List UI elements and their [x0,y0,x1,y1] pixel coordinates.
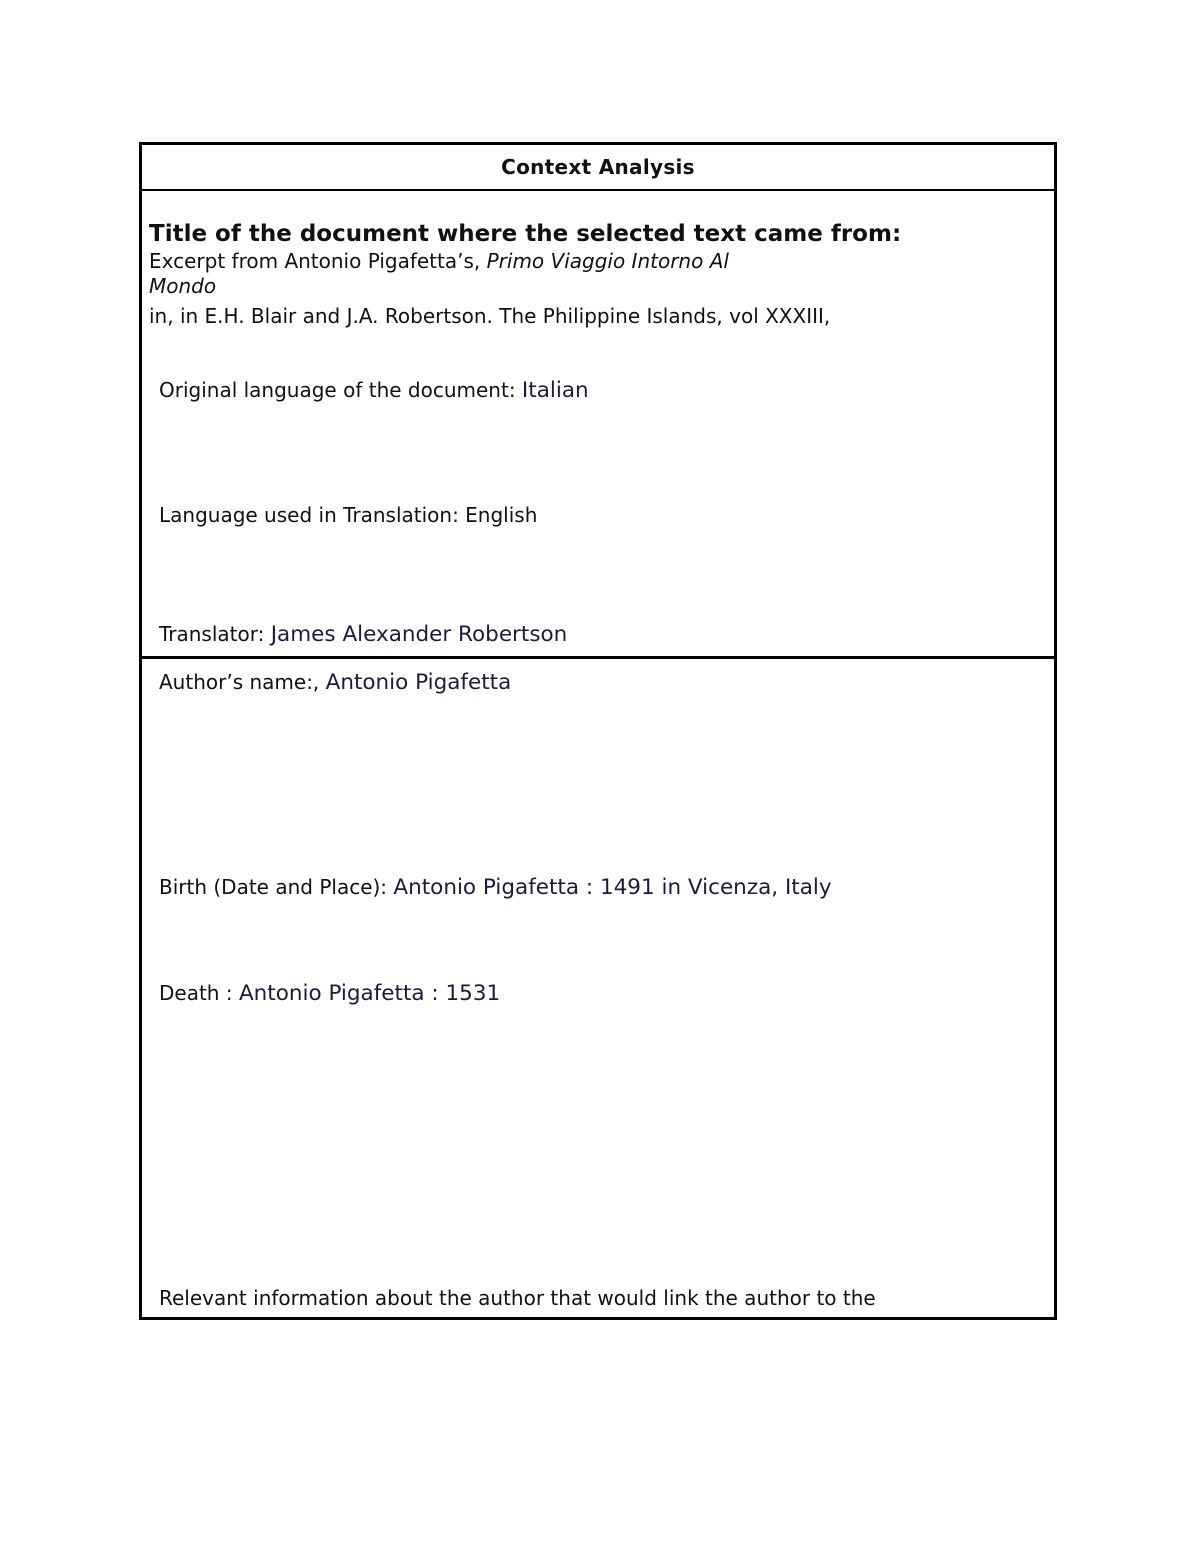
document-title-line-3: in, in E.H. Blair and J.A. Robertson. The Philippine Islands, vol XXXIII, [149,304,831,328]
birth-label: Birth (Date and Place): [159,875,394,899]
translation-language-value: English [465,503,538,527]
context-analysis-table [139,142,1057,1320]
original-language-label: Original language of the document: [159,378,522,402]
birth-value: Antonio Pigafetta : 1491 in Vicenza, Italy [393,875,832,900]
author-label: Author’s name:, [159,670,326,694]
document-title-italic: Primo Viaggio Intorno Al [486,249,729,273]
section-divider [142,656,1054,659]
translator-field [159,622,567,647]
document-title-label: Title of the document where the selected text came from: [149,221,902,247]
translator-label: Translator: [159,622,271,646]
death-value: Antonio Pigafetta : 1531 [238,981,501,1006]
document-title-prefix: Excerpt from Antonio Pigafetta’s, [149,249,487,273]
table-header-row [142,145,1054,191]
translation-language-field [159,503,537,527]
table-title: Context Analysis [501,155,695,179]
translation-language-label: Language used in Translation: [159,503,466,527]
original-language-field [159,378,589,403]
relevant-info-label: Relevant information about the author that would link the author to the [159,1286,876,1310]
document-title-line-2: Mondo [149,274,217,298]
document-title-line-1 [149,249,729,273]
death-field [159,981,500,1006]
original-language-value: Italian [521,378,589,403]
author-field [159,670,511,695]
author-value: Antonio Pigafetta [325,670,512,695]
death-label: Death : [159,981,239,1005]
translator-value: James Alexander Robertson [270,622,568,647]
birth-field [159,875,832,900]
